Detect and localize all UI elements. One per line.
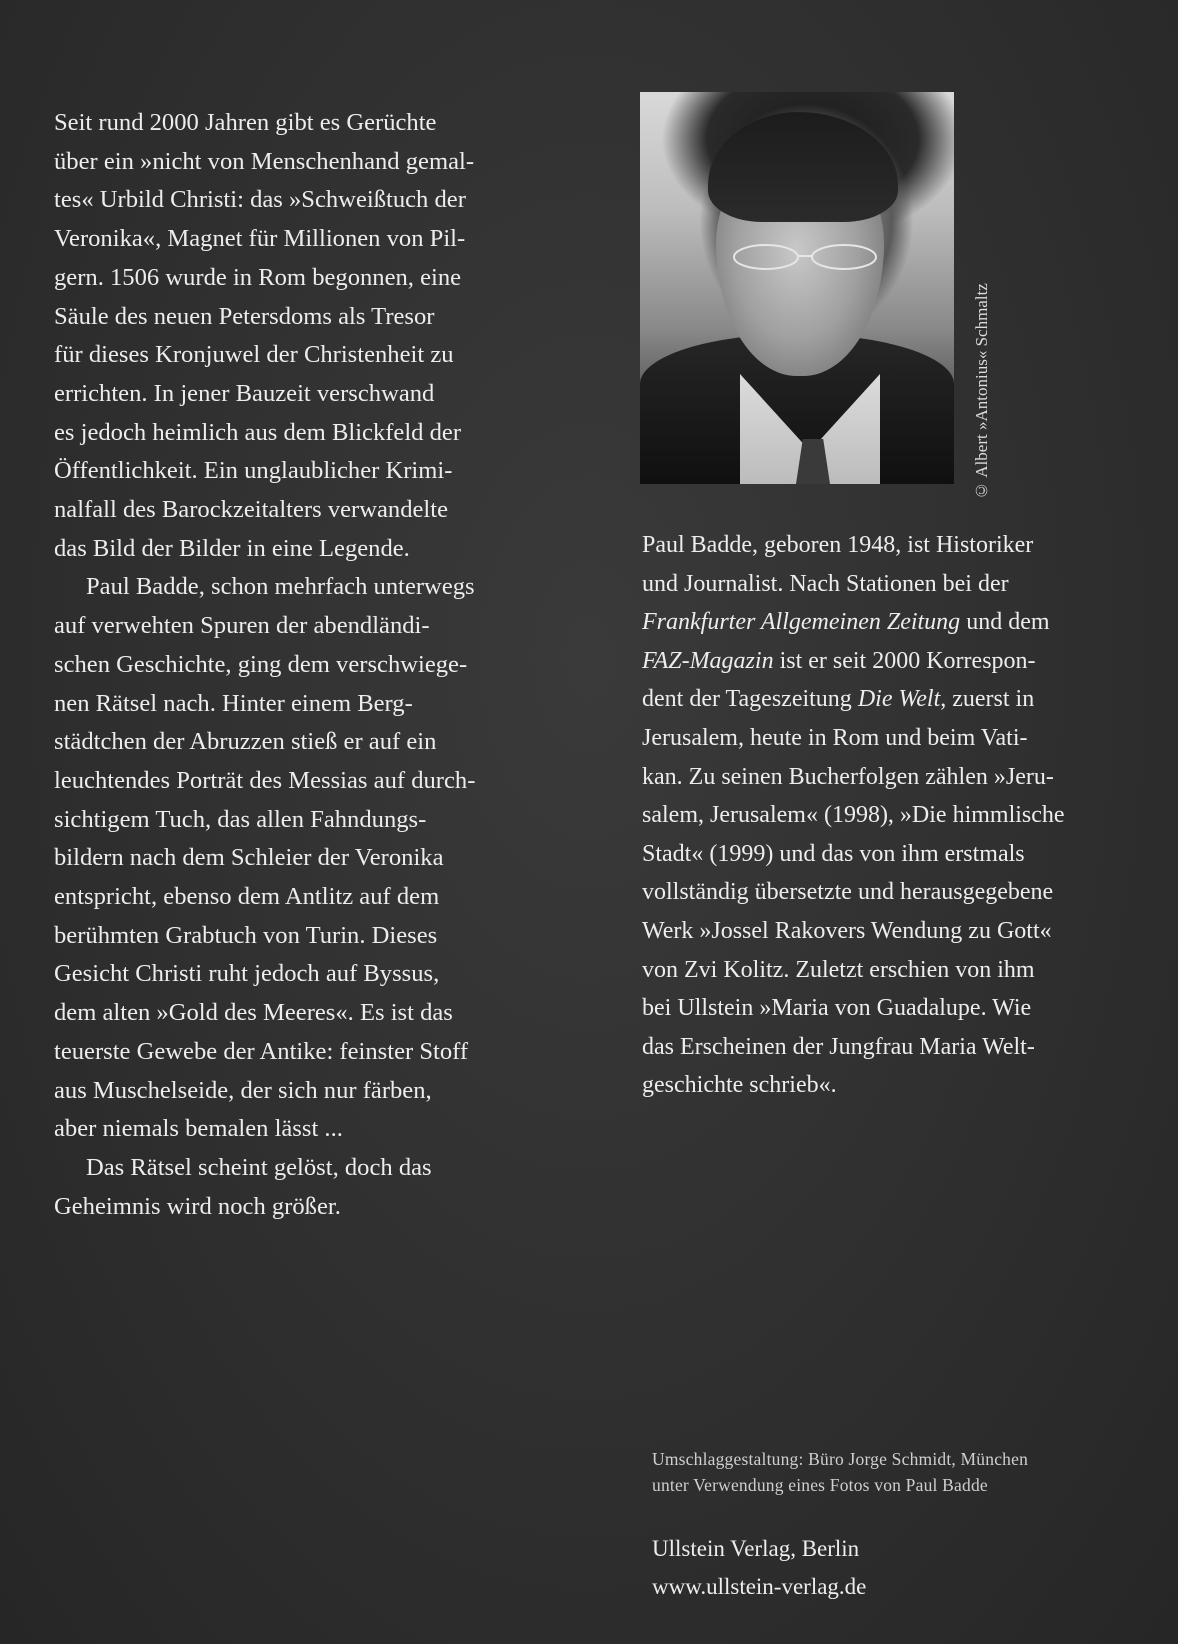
text-line: Säule des neuen Petersdoms als Tresor xyxy=(54,302,435,330)
text-line: sichtigem Tuch, das allen Fahndungs- xyxy=(54,805,427,833)
text-line xyxy=(642,642,1112,681)
text-line: städtchen der Abruzzen stieß er auf ein xyxy=(54,728,437,756)
text-line: es jedoch heimlich aus dem Blickfeld der xyxy=(54,418,462,446)
text-line: schen Geschichte, ging dem verschwiege- xyxy=(54,650,468,678)
text-line: aber niemals bemalen lässt ... xyxy=(54,1115,343,1143)
blurb-paragraph-2 xyxy=(54,568,534,1149)
text-line: Umschlaggestaltung: Büro Jorge Schmidt, München xyxy=(652,1449,1029,1469)
text-fragment: , zuerst in xyxy=(940,686,1035,713)
text-line: Veronika«, Magnet für Millionen von Pil- xyxy=(54,225,466,253)
photo-glasses xyxy=(726,242,886,272)
text-line: von Zvi Kolitz. Zuletzt erschien von ihm xyxy=(642,956,1035,983)
blurb-paragraph-3 xyxy=(54,1149,534,1226)
publisher-name: Ullstein Verlag, Berlin xyxy=(652,1536,860,1561)
text-line: auf verwehten Spuren der abendländi- xyxy=(54,612,430,640)
text-line: Das Rätsel scheint gelöst, doch das xyxy=(86,1153,432,1181)
text-line: Jerusalem, heute in Rom und beim Vati- xyxy=(642,724,1028,751)
text-line: unter Verwendung eines Fotos von Paul Badde xyxy=(652,1475,988,1495)
text-line: vollständig übersetzte und herausgegebene xyxy=(642,879,1054,906)
magazine-title: FAZ-Magazin xyxy=(642,647,774,674)
text-line: nen Rätsel nach. Hinter einem Berg- xyxy=(54,689,413,717)
text-line: errichten. In jener Bauzeit verschwand xyxy=(54,379,435,407)
text-line: geschichte schrieb«. xyxy=(642,1072,837,1099)
text-line: Paul Badde, schon mehrfach unterwegs xyxy=(86,573,475,601)
book-blurb xyxy=(54,104,534,1226)
text-line: gern. 1506 wurde in Rom begonnen, eine xyxy=(54,263,462,291)
text-fragment: ist er seit 2000 Korrespon- xyxy=(773,647,1036,674)
text-line: Werk »Jossel Rakovers Wendung zu Gott« xyxy=(642,917,1052,944)
text-line: Gesicht Christi ruht jedoch auf Byssus, xyxy=(54,960,440,988)
text-line: dem alten »Gold des Meeres«. Es ist das xyxy=(54,999,453,1027)
publisher-url: www.ullstein-verlag.de xyxy=(652,1574,867,1599)
text-fragment: und dem xyxy=(960,609,1050,636)
text-line: bei Ullstein »Maria von Guadalupe. Wie xyxy=(642,995,1032,1022)
newspaper-title: Die Welt xyxy=(857,686,941,713)
author-bio xyxy=(642,526,1112,1105)
photo-hair xyxy=(708,112,898,222)
text-line: leuchtendes Porträt des Messias auf durch- xyxy=(54,766,476,794)
text-line: aus Muschelseide, der sich nur färben, xyxy=(54,1076,432,1104)
text-line: Seit rund 2000 Jahren gibt es Gerüchte xyxy=(54,109,437,136)
text-line: für dieses Kronjuwel der Christenheit zu xyxy=(54,341,454,369)
text-line: tes« Urbild Christi: das »Schweißtuch der xyxy=(54,186,466,214)
text-line: bildern nach dem Schleier der Veronika xyxy=(54,844,444,872)
text-fragment: dent der Tageszeitung xyxy=(642,686,858,713)
text-line: teuerste Gewebe der Antike: feinster Stoff xyxy=(54,1037,469,1065)
text-line: kan. Zu seinen Bucherfolgen zählen »Jeru- xyxy=(642,763,1054,790)
text-line: das Erscheinen der Jungfrau Maria Welt- xyxy=(642,1033,1035,1060)
text-line: und Journalist. Nach Stationen bei der xyxy=(642,570,1009,597)
photo-credit: © Albert »Antonius« Schmaltz xyxy=(972,283,991,500)
newspaper-title: Frankfurter Allgemeinen Zeitung xyxy=(642,609,961,636)
text-line xyxy=(642,680,1112,719)
blurb-paragraph-1 xyxy=(54,104,534,568)
publisher-info xyxy=(652,1530,1132,1606)
text-line: das Bild der Bilder in eine Legende. xyxy=(54,534,410,562)
text-line xyxy=(642,603,1112,642)
text-line: salem, Jerusalem« (1998), »Die himmlische xyxy=(642,802,1065,829)
text-line: Öffentlichkeit. Ein unglaublicher Krimi- xyxy=(54,457,453,485)
cover-design-credit xyxy=(652,1446,1132,1498)
text-line: berühmten Grabtuch von Turin. Dieses xyxy=(54,921,438,949)
text-line: Stadt« (1999) und das von ihm erstmals xyxy=(642,840,1025,867)
text-line: Paul Badde, geboren 1948, ist Historiker xyxy=(642,532,1034,558)
author-photo xyxy=(640,92,954,484)
text-line: nalfall des Barockzeitalters verwandelte xyxy=(54,496,448,524)
text-line: Geheimnis wird noch größer. xyxy=(54,1192,341,1220)
text-line: entspricht, ebenso dem Antlitz auf dem xyxy=(54,883,440,911)
text-line: über ein »nicht von Menschenhand gemal- xyxy=(54,147,475,175)
